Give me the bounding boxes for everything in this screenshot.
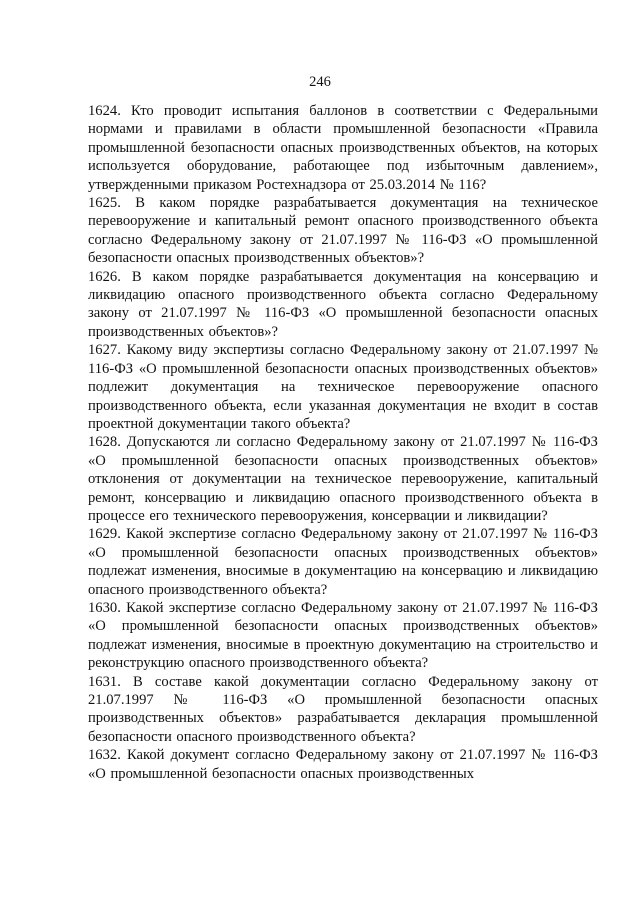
question-item-1632: 1632. Какой документ согласно Федеральному закону от 21.07.1997 № 116-ФЗ «О промышленной безопасности опасных производственных [88,747,598,782]
question-list [88,102,598,783]
question-item-1629: 1629. Какой экспертизе согласно Федеральному закону от 21.07.1997 № 116-ФЗ «О промышленной безопасности опасных производственных объектов» подлежат изменения, вносимые в документацию на консервацию и ликвидацию опасного производственного объекта? [88,526,598,598]
question-item-1627: 1627. Какому виду экспертизы согласно Федеральному закону от 21.07.1997 № 116-ФЗ «О промышленной безопасности опасных производственных объектов» подлежит документация на техническое перевооружение опасного производственного объекта, если указанная документация не входит в состав проектной документации такого объекта? [88,342,598,432]
page-number: 246 [309,74,331,90]
question-item-1628: 1628. Допускаются ли согласно Федеральному закону от 21.07.1997 № 116-ФЗ «О промышленной безопасности опасных производственных объектов» отклонения от документации на техническое перевооружение, капитальный ремонт, консервацию и ликвидацию опасного производственного объекта в процессе его технического перевооружения, консервации и ликвидации? [88,434,598,524]
question-item-1626: 1626. В каком порядке разрабатывается документация на консервацию и ликвидацию опасного производственного объекта согласно Федеральному закону от 21.07.1997 № 116-ФЗ «О промышленной безопасности опасных производственных объектов»? [88,268,598,340]
question-item-1630: 1630. Какой экспертизе согласно Федеральному закону от 21.07.1997 № 116-ФЗ «О промышленной безопасности опасных производственных объектов» подлежат изменения, вносимые в проектную документацию на строительство и реконструкцию опасного производственного объекта? [88,599,598,672]
question-item-1625: 1625. В каком порядке разрабатывается документация на техническое перевооружение и капитальный ремонт опасного производственного объекта согласно Федеральному закону от 21.07.1997 № 116-ФЗ «О промышленной безопасности опасных производственных объектов»? [88,195,598,267]
question-item-1624: 1624. Кто проводит испытания баллонов в соответствии с Федеральными нормами и правилами в области промышленной безопасности «Правила промышленной безопасности опасных производственных объектов, на которых используется оборудование, работающее под избыточным давлением», утвержденными приказом Ростехнадзора от 25.03.2014 № 116? [88,103,598,193]
question-item-1631: 1631. В составе какой документации согласно Федеральному закону от 21.07.1997 № 116-ФЗ «О промышленной безопасности опасных производственных объектов» разрабатывается декларация промышленной безопасности опасного производственного объекта? [88,673,598,745]
